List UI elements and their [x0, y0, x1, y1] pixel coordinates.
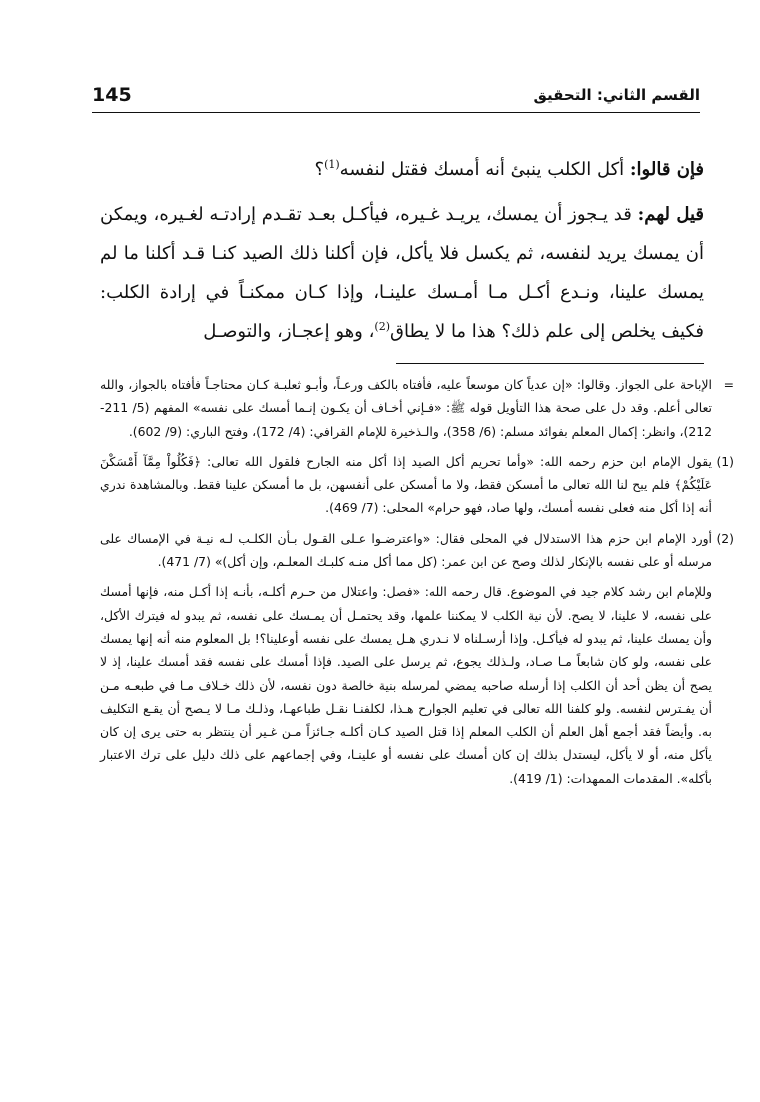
- footnotes: [100, 373, 734, 790]
- question-end: ؟: [314, 159, 325, 180]
- footnote-2-marker: (2): [716, 530, 734, 546]
- page-number: 145: [92, 84, 132, 106]
- question-paragraph: [100, 150, 704, 189]
- footnote-2-continuation: [100, 580, 712, 790]
- continued-marker: =: [723, 377, 734, 392]
- footnote-continued: [100, 373, 734, 443]
- answer-lead: قيل لهم:: [637, 204, 704, 225]
- answer-paragraph: [100, 195, 704, 351]
- footnote-1: [100, 450, 734, 520]
- footnote-2-continuation-text: وللإمام ابن رشد كلام جيد في الموضوع. قال رحمه الله: «فصل: واعتلال من حـرم أكلـه، بأنـه إذا أكـل منه، فإنها أمسك على نفسه، لا علينا، لا يصح. لأن نية الكلب لا يمكننا علمها، وقد يحتمـل أن يمـسك على نفسه، ثم يبدو له فيترك الأكل، وأن يمسك علينا، ثم يبدو له فيأكـل. وإذا أرسـلناه لا نـدري هـل يمسك على نفسه أوعلينا؟! بل المعلوم منه أنه إنها يمسك على نفسه، ولو كان شابعاً مـا صـاد، ولـذلك يجوع، ثم يرسل على الصيد. فإذا أمسك على نفسه فقد أمسك علينا، إذ لا يصح أن يظن أحد أن الكلب إذا أرسله صاحبه يمضي لمرسله بنية خالصة دون نفسه، لأن ذلك خـلاف مـا في طبعـه مـن أن يفـترس لنفسه. ولو كلفنا الله تعالى في تعليم الجوارح هـذا، لكلفنـا نقـل طباعهـا، وذلـك مـا لا يـصح أن يقـع التكليف به. وأيضاً فقد أجمع أهل العلم أن الكلب المعلم إذا قتل الصيد كـان أكلـه جـائزاً مـن غـير أن ينتظر به حتى يرى إن كان يأكل منه، أو لا يأكل، ليستدل بذلك إن كان أمسك على نفسه أو علينـا، وفي إجماعهم على ذلك دليل على ترك الاعتبار بأكله». المقدمات الممهدات: (1/ 419).: [100, 584, 712, 786]
- footnote-separator: [396, 363, 704, 364]
- main-text: [100, 150, 704, 351]
- footnote-2-text: أورد الإمام ابن حزم هذا الاستدلال في المحلى فقال: «واعترضـوا عـلى القـول بـأن الكلـب لـه نيـة في الإمساك على مرسله أو على نفسه بالإنكار لذلك وصح عن ابن عمر: (كل مما أكل منـه كلبـك المعلـم، وإن أكل)» (7/ 471).: [100, 530, 712, 570]
- running-header: [92, 84, 700, 113]
- answer-text: قد يـجوز أن يمسك، يريـد غـيره، فيأكـل بعـد تقـدم إرادتـه لغـيره، ويمكن أن يمسك يريد لنفسه، ثم يكسل فلا يأكل، فإن أكلنا ذلك الصيد كنـا قـد أكلنا ما لم يمسك علينا، ونـدع أكـل مـا أمـسك علينـا، وإذا كـان ممكنـاً في إرادة الكلب: فكيف يخلص إلى علم ذلك؟ هذا ما لا يطاق: [100, 204, 704, 342]
- footnote-continued-text: الإباحة على الجواز. وقالوا: «إن عدياً كان موسعاً عليه، فأفتاه بالكف ورعـاً، وأبـو ثعلبـة كـان محتاجـاً فأفتاه بالجواز، والله تعالى أعلم. وقد دل على صحة هذا التأويل قوله ﷺ: «فـإني أخـاف أن يكـون إنـما أمسك على نفسه» المفهم (5/ 211-212)، وانظر: إكمال المعلم بفوائد مسلم: (6/ 358)، والـذخيرة للإمام القرافي: (4/ 172)، وفتح الباري: (9/ 602).: [100, 377, 712, 439]
- footnote-1-text: يقول الإمام ابن حزم رحمه الله: «وأما تحريم أكل الصيد إذا أكل منه الجارح فلقول الله تعالى: ﴿فَكُلُواْ مِمَّآ أَمْسَكْنَ عَلَيْكُمْ﴾ فلم يبح لنا الله تعالى ما أمسكن فقط، ولا ما أمسكن على أنفسهن، بل ما أمسكن علينا فقط. وبالمشاهدة ندري أنه إذا أكل منه فعلى نفسه أمسك، ولها صاد، فهو حرام» المحلى: (7/ 469).: [100, 453, 712, 516]
- question-text: أكل الكلب ينبئ أنه أمسك فقتل لنفسه: [339, 159, 630, 180]
- answer-end: ، وهو إعجـاز، والتوصـل: [203, 321, 375, 342]
- footnote-ref-1: (1): [324, 158, 340, 171]
- footnote-1-marker: (1): [716, 453, 734, 469]
- section-title: القسم الثاني: التحقيق: [533, 86, 700, 104]
- question-lead: فإن قالوا:: [629, 159, 704, 180]
- footnote-ref-2: (2): [374, 320, 391, 333]
- footnote-2: [100, 527, 734, 574]
